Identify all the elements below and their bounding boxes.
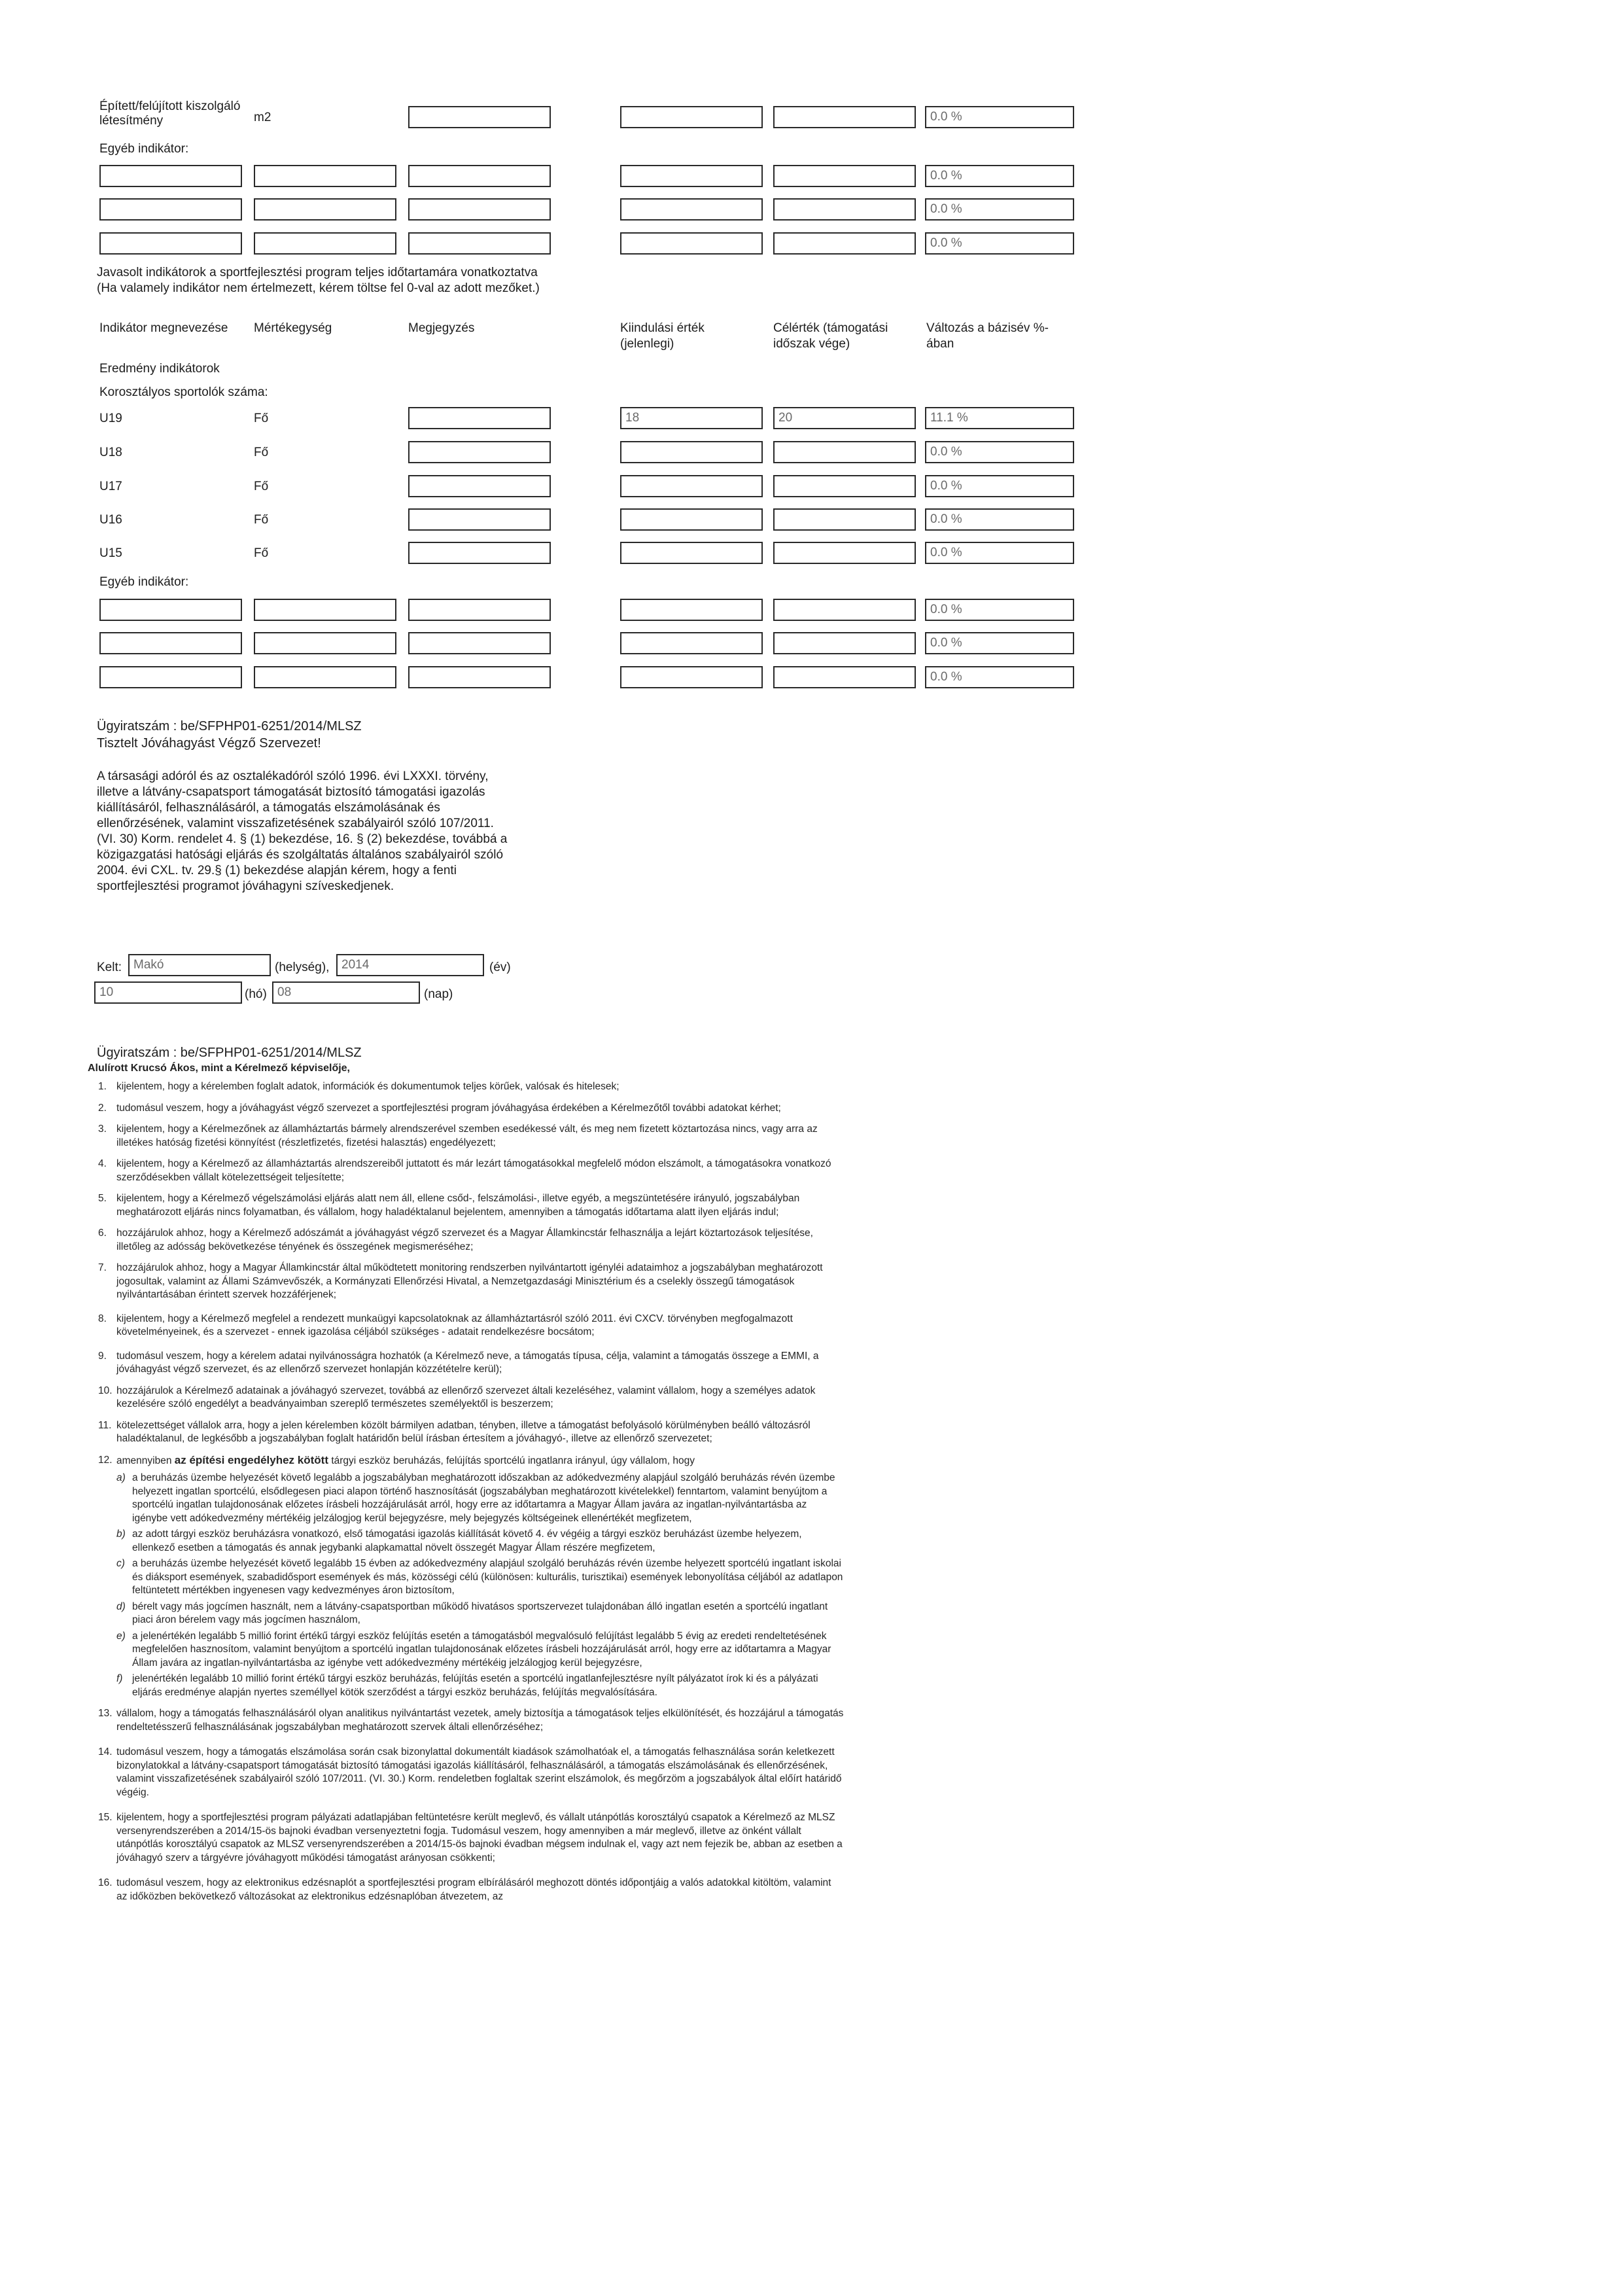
other-indicator-note-field[interactable] (408, 599, 551, 621)
declaration-item: 16. tudomásul veszem, hogy az elektronikus edzésnaplót a sportfejlesztési program elbírálásáról meghozott döntés időpontjáig a valós adatokkal kitöltöm, valamint az időközben bekövetkező változásokat az elektronikus edzésnaplóban átvezetem, az (98, 1877, 831, 1902)
other-indicator-name-field[interactable] (99, 632, 242, 654)
other-indicator-note-field[interactable] (408, 198, 551, 221)
other-indicator-name-field[interactable] (99, 165, 242, 187)
other-indicator-start-field[interactable] (620, 599, 763, 621)
other-indicator-label-top: Egyéb indikátor: (99, 142, 189, 156)
salutation: Tisztelt Jóváhagyást Végző Szervezet! (97, 736, 321, 751)
row-note-field[interactable] (408, 475, 551, 497)
other-indicator-label-bottom: Egyéb indikátor: (99, 575, 189, 589)
year-suffix: (év) (489, 961, 511, 974)
declaration-item: 6. hozzájárulok ahhoz, hogy a Kérelmező adószámát a jóváhagyást végző szervezet és a Magyar Államkincstár felhasználja a lejárt köztartozások teljesítése, illetőleg az adósság bekövetkezése tényének és összegének megismeréséhez; (98, 1227, 813, 1252)
other-indicator-target-field[interactable] (773, 232, 916, 255)
row-change-field[interactable]: 0.0 % (925, 475, 1074, 497)
result-indicators-label: Eredmény indikátorok (99, 362, 220, 376)
kelt-label: Kelt: (97, 961, 122, 974)
other-indicator-start-field[interactable] (620, 198, 763, 221)
paragraph-line: ellenőrzésének, valamint visszafizetésének szabályairól szóló 107/2011. (97, 817, 494, 830)
row-change-field[interactable]: 0.0 % (925, 542, 1074, 564)
row-note-field[interactable] (408, 542, 551, 564)
row-note-field[interactable] (408, 407, 551, 429)
row-start-field[interactable] (620, 542, 763, 564)
row-note-field[interactable] (408, 508, 551, 531)
other-indicator-start-field[interactable] (620, 165, 763, 187)
paragraph-line: sportfejlesztési programot jóváhagyni szíveskedjenek. (97, 879, 394, 893)
other-indicator-unit-field[interactable] (254, 198, 396, 221)
row-unit: Fő (254, 446, 269, 459)
day-field[interactable]: 08 (272, 981, 420, 1004)
row-target-field[interactable] (773, 542, 916, 564)
header-start-value-sub: (jelenlegi) (620, 337, 674, 351)
other-indicator-unit-field[interactable] (254, 165, 396, 187)
signer-line: Alulírott Krucsó Ákos, mint a Kérelmező képviselője, (88, 1063, 350, 1074)
row-change-field[interactable]: 0.0 % (925, 441, 1074, 463)
declaration-item: 15. kijelentem, hogy a sportfejlesztési program pályázati adatlapjában feltüntetésre került meglevő, és vállalt utánpótlás korosztályú csapatok a Kérelmező az MLSZ versenyrendszerében a 2014/15-ös bajnoki évadban versenyeztetni fogja. Tudomásul veszem, hogy amennyiben a már meglevő, illetve az önként vállalt utánpótlás korosztályú csapatok az MLSZ versenyrendszerében a 2014/15-ös bajnoki évadban mégsem indulnak el, vagy azt nem fejezik be, abban az esetben a jóváhagyó szerv a tárgyévre jóváhagyott működési támogatást arányosan csökkenti; (98, 1812, 843, 1863)
header-target-value: Célérték (támogatási (773, 321, 888, 335)
paragraph-line: kiállításáról, felhasználásáról, a támogatás elszámolásának és (97, 801, 440, 815)
other-indicator-change-field[interactable]: 0.0 % (925, 632, 1074, 654)
declaration-item: 9. tudomásul veszem, hogy a kérelem adatai nyilvánosságra hozhatók (a Kérelmező neve, a támogatás típusa, célja, valamint a támogatás összege a EMMI, a jóváhagyást végző szervezet, és az ellenőrző szervezet honlapján közzétételre kerül); (98, 1350, 819, 1375)
other-indicator-start-field[interactable] (620, 232, 763, 255)
declaration-item: 5. kijelentem, hogy a Kérelmező végelszámolási eljárás alatt nem áll, ellene csőd-, felszámolási-, illetve egyéb, a megszüntetésére irányuló, jogszabályban meghatározott eljárás nincs folyamatban, és vállalom, hogy haladéktalanul bejelentem, amennyiben a támogatás időtartama alatt ilyen eljárás indul; (98, 1193, 800, 1218)
declaration-list (98, 1080, 844, 1911)
row-name: U16 (99, 513, 122, 527)
declaration-subitem: c) a beruházás üzembe helyezését követő legalább 15 évben az adókedvezmény alapjául szolgáló beruházás révén üzembe helyezett sportcélú ingatlant iskolai és diáksport események, szabadidősport események és más, közösségi célú (különösen: kulturális, turisztikai) események lebonyolítása céljából az adatlapon feltüntetett mértékben ingyenesen vagy kedvezményes áron biztosítom, (116, 1558, 843, 1596)
row-unit: Fő (254, 412, 269, 425)
age-group-label: Korosztályos sportolók száma: (99, 385, 268, 399)
other-indicator-unit-field[interactable] (254, 666, 396, 688)
declaration-item: 2. tudomásul veszem, hogy a jóváhagyást végző szervezet a sportfejlesztési program jóváhagyása érdekében a Kérelmezőtől további adatokat kérhet; (98, 1102, 781, 1114)
other-indicator-name-field[interactable] (99, 599, 242, 621)
declaration-subitem: d) bérelt vagy más jogcímen használt, nem a látvány-csapatsportban működő hivatásos sportszervezet tulajdonában álló ingatlan esetén a sportcélú ingatlant piaci áron bérelem vagy más jogcímen használom, (116, 1600, 828, 1625)
proposed-note-line2: (Ha valamely indikátor nem értelmezett, kérem töltse fel 0-val az adott mezőket.) (97, 281, 540, 295)
other-indicator-name-field[interactable] (99, 666, 242, 688)
place-suffix: (helység), (275, 961, 330, 974)
other-indicator-change-field[interactable]: 0.0 % (925, 232, 1074, 255)
declaration-item: 11. kötelezettséget vállalok arra, hogy a jelen kérelemben közölt bármilyen adatban, tényben, illetve a támogatást befolyásoló körülményben beálló változásról haladéktalanul, de legkésőbb a jogszabályban foglalt határidőn belül írásban értesítem a jóváhagyó-, illetve az ellenőrző szervezetet; (98, 1419, 811, 1444)
declaration-subitem: e) a jelenértékén legalább 5 millió forint értékű tárgyi eszköz felújítás esetén a támogatásból megvalósuló felújítást legalább 5 évig az eredeti rendeltetésének megfelelően hasznosítom, valamint benyújtom a sportcélú ingatlan tulajdonosának előzetes írásbeli hozzájárulását arról, hogy erre az időtartamra a Magyar Állam javára az ingatlan-nyilvántartásba az igénybe vett adókedvezmény mértékéig jelzálogjog kerül bejegyzésre, (116, 1630, 831, 1669)
place-field[interactable]: Makó (128, 954, 271, 976)
built-facility-target-field[interactable] (773, 106, 916, 128)
declaration-item: 8. kijelentem, hogy a Kérelmező megfelel a rendezett munkaügyi kapcsolatoknak az államháztartásról szóló 2011. évi CXCV. törvényben megfogalmazott követelményeinek, és a szervezet - ennek igazolása céljából szükséges - adatait rendelkezésre bocsátom; (98, 1313, 793, 1337)
row-name: U17 (99, 480, 122, 493)
header-target-value-sub: időszak vége) (773, 337, 850, 351)
header-start-value: Kiindulási érték (620, 321, 705, 335)
other-indicator-unit-field[interactable] (254, 632, 396, 654)
declaration-item: 10. hozzájárulok a Kérelmező adatainak a jóváhagyó szervezet, továbbá az ellenőrző szervezet általi kezeléséhez, valamint vállalom, hogy a személyes adatok kezelésére szóló engedélyt a beadványaimban szereplő természetes személyektől is beszerzem; (98, 1385, 816, 1409)
other-indicator-target-field[interactable] (773, 632, 916, 654)
built-facility-note-field[interactable] (408, 106, 551, 128)
row-start-field[interactable] (620, 475, 763, 497)
day-suffix: (nap) (424, 987, 453, 1001)
row-unit: Fő (254, 513, 269, 527)
row-name: U19 (99, 412, 122, 425)
month-field[interactable]: 10 (94, 981, 242, 1004)
row-start-field[interactable] (620, 508, 763, 531)
other-indicator-name-field[interactable] (99, 198, 242, 221)
row-target-field[interactable] (773, 508, 916, 531)
other-indicator-name-field[interactable] (99, 232, 242, 255)
other-indicator-note-field[interactable] (408, 632, 551, 654)
other-indicator-target-field[interactable] (773, 666, 916, 688)
year-field[interactable]: 2014 (336, 954, 484, 976)
paragraph-line: A társasági adóról és az osztalékadóról szóló 1996. évi LXXXI. törvény, (97, 769, 489, 783)
paragraph-line: 2004. évi CXL. tv. 29.§ (1) bekezdése alapján kérem, hogy a fenti (97, 864, 457, 877)
other-indicator-unit-field[interactable] (254, 232, 396, 255)
row-target-field[interactable]: 20 (773, 407, 916, 429)
row-name: U18 (99, 446, 122, 459)
row-change-field[interactable]: 11.1 % (925, 407, 1074, 429)
other-indicator-note-field[interactable] (408, 666, 551, 688)
case-number: Ügyiratszám : be/SFPHP01-6251/2014/MLSZ (97, 719, 362, 733)
other-indicator-change-field[interactable]: 0.0 % (925, 599, 1074, 621)
row-name: U15 (99, 546, 122, 560)
row-note-field[interactable] (408, 441, 551, 463)
paragraph-line: közigazgatási hatósági eljárás és szolgáltatás általános szabályairól szóló (97, 848, 504, 862)
header-indicator-name: Indikátor megnevezése (99, 321, 228, 335)
declaration-item-12: 12. amennyiben az építési engedélyhez kötött tárgyi eszköz beruházás, felújítás sportcélú ingatlanra irányul, úgy vállalom, hogy (98, 1453, 695, 1466)
month-suffix: (hó) (245, 987, 267, 1001)
other-indicator-start-field[interactable] (620, 666, 763, 688)
other-indicator-change-field[interactable]: 0.0 % (925, 666, 1074, 688)
declaration-item: 4. kijelentem, hogy a Kérelmező az államháztartás alrendszereiből juttatott és már lezárt támogatásokkal megfelelő módon elszámolt, a támogatásokra vonatkozó szerződésekben vállalt kötelezettségeit teljesítette; (98, 1158, 831, 1183)
row-target-field[interactable] (773, 475, 916, 497)
request-paragraph (97, 769, 594, 894)
declaration-item: 1. kijelentem, hogy a kérelemben foglalt adatok, információk és dokumentumok teljes körűek, valósak és hitelesek; (98, 1081, 620, 1092)
header-change: Változás a bázisév %- (926, 321, 1049, 335)
other-indicator-target-field[interactable] (773, 599, 916, 621)
declaration-item: 13. vállalom, hogy a támogatás felhasználásáról olyan analitikus nyilvántartást vezetek, amely biztosítja a támogatások teljes elkülönítését, és hozzájárul a támogatás rendeltetésszerű felhasználásának jogszabályban meghatározott szervek általi ellenőrzéséhez; (98, 1708, 844, 1733)
row-start-field[interactable]: 18 (620, 407, 763, 429)
declaration-subitem: f) jelenértékén legalább 10 millió forint értékű tárgyi eszköz beruházás, felújítás esetén a sportcélú ingatlanfejlesztésre nyílt pályázatot írok ki és a pályázati eljárás eredménye alapján nyertes személlyel kötök szerződést a tárgyi eszköz beruházás, felújítás megvalósítására. (116, 1673, 818, 1698)
built-facility-start-field[interactable] (620, 106, 763, 128)
built-facility-change-field[interactable]: 0.0 % (925, 106, 1074, 128)
declaration-subitem: b) az adott tárgyi eszköz beruházásra vonatkozó, első támogatási igazolás kiállítását követő 4. év végéig a tárgyi eszköz beruházást üzembe helyezem, ellenkező esetben a támogatás és annak jegybanki alapkamattal növelt összegét Magyar Állam részére megfizetem, (116, 1528, 802, 1553)
built-facility-label: Épített/felújított kiszolgáló létesítmény (99, 99, 241, 128)
header-change-sub: ában (926, 337, 954, 351)
proposed-note-line1: Javasolt indikátorok a sportfejlesztési program teljes időtartamára vonatkoztatva (97, 266, 538, 279)
other-indicator-note-field[interactable] (408, 165, 551, 187)
declaration-case-number: Ügyiratszám : be/SFPHP01-6251/2014/MLSZ (97, 1046, 362, 1060)
row-unit: Fő (254, 546, 269, 560)
row-start-field[interactable] (620, 441, 763, 463)
other-indicator-start-field[interactable] (620, 632, 763, 654)
other-indicator-target-field[interactable] (773, 165, 916, 187)
declaration-item: 14. tudomásul veszem, hogy a támogatás elszámolása során csak bizonylattal dokumentált kiadások számolhatóak el, a támogatás felhasználása során keletkezett bizonylatokkal a látvány-csapatsport támogatását biztosító támogatási igazolás kiállításáról, felhasználásáról, a támogatás elszámolásának és ellenőrzésének, valamint visszafizetésének szabályairól szóló 107/2011. (VI. 30.) Korm. rendeletben foglaltak szerint elszámolok, és megőrzöm a jogszabályok által előírt határidő végéig. (98, 1746, 842, 1798)
row-unit: Fő (254, 480, 269, 493)
row-target-field[interactable] (773, 441, 916, 463)
header-unit: Mértékegység (254, 321, 332, 335)
other-indicator-note-field[interactable] (408, 232, 551, 255)
declaration-subitem: a) a beruházás üzembe helyezését követő legalább a jogszabályban meghatározott időszakban az adókedvezmény alapjául szolgáló beruházás révén üzembe helyezett ingatlan sportcélú, elsődlegesen piaci alapon történő hasznosítását (jogszabályban meghatározott kivételekkel) fenntartom, valamint benyújtom a sportcélú ingatlan tulajdonosának előzetes írásbeli hozzájárulását arról, hogy erre az időtartamra a Magyar Állam javára az ingatlan-nyilvántartásba az igénybe vett adókedvezmény mértékéig jelzálogjog kerül bejegyzésre, mely bejegyzés költségeinek ellenértékét megfizetem, (116, 1472, 835, 1524)
other-indicator-target-field[interactable] (773, 198, 916, 221)
paragraph-line: (VI. 30) Korm. rendelet 4. § (1) bekezdése, 16. § (2) bekezdése, továbbá a (97, 832, 508, 846)
header-note: Megjegyzés (408, 321, 475, 335)
built-facility-unit: m2 (254, 111, 271, 124)
other-indicator-unit-field[interactable] (254, 599, 396, 621)
declaration-item: 3. kijelentem, hogy a Kérelmezőnek az államháztartás bármely alrendszerével szemben esedékessé vált, és meg nem fizetett köztartozása nincs, vagy arra az illetékes hatóság fizetési könnyítést (részletfizetés, fizetési halasztás) engedélyezett; (98, 1123, 818, 1148)
paragraph-line: illetve a látvány-csapatsport támogatását biztosító támogatási igazolás (97, 785, 485, 799)
other-indicator-change-field[interactable]: 0.0 % (925, 198, 1074, 221)
other-indicator-change-field[interactable]: 0.0 % (925, 165, 1074, 187)
declaration-item: 7. hozzájárulok ahhoz, hogy a Magyar Államkincstár által működtetett monitoring rendszerben nyilvántartott igényléi adataimhoz a jogszabályban meghatározott jogosultak, valamint az Állami Számvevőszék, a Kormányzati Ellenőrzési Hivatal, a Nemzetgazdasági Minisztérium és a cselekly összegű támogatások nyilvántartásában érintett szervek hozzáférjenek; (98, 1262, 823, 1300)
row-change-field[interactable]: 0.0 % (925, 508, 1074, 531)
